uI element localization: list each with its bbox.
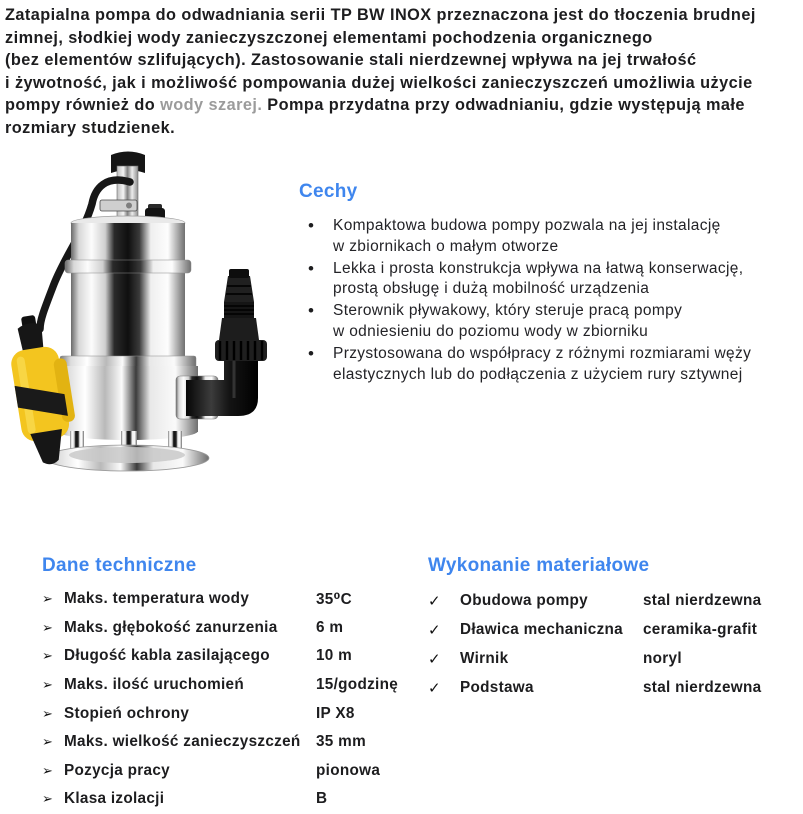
arrow-bullet-icon: ➢ (42, 734, 54, 750)
tech-label: Pozycja pracy (64, 761, 170, 779)
feature-text: w zbiornikach o małym otworze (333, 237, 559, 255)
feature-item (299, 344, 803, 386)
material-row (428, 587, 793, 616)
arrow-bullet-icon: ➢ (42, 762, 54, 778)
pump-illustration (0, 148, 270, 480)
arrow-bullet-icon: ➢ (42, 791, 54, 807)
tech-label: Stopień ochrony (64, 704, 190, 722)
tech-value: 15/godzinę (316, 676, 399, 694)
tech-value: pionowa (316, 761, 381, 779)
materials-rows (428, 587, 793, 702)
tech-row (42, 671, 407, 700)
cable-clamp (100, 200, 137, 211)
tech-row (42, 785, 407, 814)
checkmark-icon: ✓ (428, 679, 441, 697)
tech-label: Maks. ilość uruchomień (64, 676, 245, 694)
feature-text: Lekka i prosta konstrukcja wpływa na łatwą konserwację, (333, 259, 744, 277)
bullet-dot-icon: • (308, 216, 314, 235)
material-value: stal nierdzewna (643, 678, 762, 696)
feature-item (299, 259, 803, 301)
material-label: Dławica mechaniczna (460, 621, 623, 639)
feature-text: Kompaktowa budowa pompy pozwala na jej instalację (333, 217, 721, 234)
feature-item (299, 216, 803, 258)
feature-text: Przystosowana do współpracy z różnymi rozmiarami węży (333, 344, 752, 362)
arrow-bullet-icon: ➢ (42, 677, 54, 693)
material-value: noryl (643, 649, 682, 667)
bullet-dot-icon: • (308, 258, 314, 278)
arrow-bullet-icon: ➢ (42, 619, 54, 635)
features-list (299, 216, 803, 385)
tech-value: 35⁰C (316, 590, 352, 608)
motor-housing (65, 216, 191, 363)
materials-title: Wykonanie materiałowe (428, 555, 650, 576)
checkmark-icon: ✓ (428, 593, 441, 611)
tech-value: 35 mm (316, 733, 366, 751)
tech-label: Maks. temperatura wody (64, 590, 250, 608)
tech-row (42, 585, 407, 614)
intro-line: Zatapialna pompa do odwadniania serii TP BW INOX przeznaczona jest do tłoczenia brudnej (5, 6, 756, 24)
material-value: stal nierdzewna (643, 592, 762, 610)
tech-row (42, 699, 407, 728)
tech-row (42, 757, 407, 786)
tech-label: Długość kabla zasilającego (64, 647, 270, 665)
tech-value: 10 m (316, 647, 353, 665)
outlet-elbow (176, 269, 267, 419)
material-label: Podstawa (460, 678, 534, 696)
features-title: Cechy (299, 181, 358, 202)
features-section (299, 181, 803, 386)
intro-paragraph (5, 4, 800, 140)
material-label: Wirnik (460, 649, 509, 667)
bullet-dot-icon: • (308, 301, 314, 321)
feature-text: w odniesieniu do poziomu wody w zbiorniku (333, 322, 649, 340)
tech-label: Klasa izolacji (64, 790, 165, 808)
technical-data-rows (42, 585, 407, 814)
tech-row (42, 642, 407, 671)
material-row (428, 616, 793, 645)
intro-line (5, 94, 800, 117)
intro-line: zimnej, słodkiej wody zanieczyszczonej elementami pochodzenia organicznego (5, 28, 653, 47)
gray-water-highlight: wody szarej. (160, 96, 263, 115)
pump-product-image (0, 148, 270, 480)
material-label: Obudowa pompy (460, 592, 588, 610)
materials-section (428, 555, 793, 702)
intro-text: Pompa przydatna przy odwadnianiu, gdzie występują małe (262, 96, 745, 115)
tech-row (42, 614, 407, 643)
intro-line: (bez elementów szlifujących). Zastosowanie stali nierdzewnej wpływa na jej trwałość (5, 51, 697, 70)
tech-value: IP X8 (316, 704, 355, 722)
checkmark-icon: ✓ (428, 622, 441, 640)
arrow-bullet-icon: ➢ (42, 705, 54, 721)
feature-text: prostą obsługę i dużą mobilność urządzenia (333, 280, 650, 298)
arrow-bullet-icon: ➢ (42, 591, 54, 607)
feature-text: elastycznych lub do podłączenia z użyciem rury sztywnej (333, 365, 743, 383)
intro-line: rozmiary studzienek. (5, 118, 176, 137)
tech-label: Maks. wielkość zanieczyszczeń (64, 733, 301, 751)
material-row (428, 645, 793, 674)
technical-data-section (42, 555, 407, 814)
intro-text: pompy również do (5, 96, 161, 115)
feature-item (299, 301, 803, 343)
arrow-bullet-icon: ➢ (42, 648, 54, 664)
tech-value: 6 m (316, 618, 344, 636)
tech-row (42, 728, 407, 757)
technical-data-title: Dane techniczne (42, 555, 197, 576)
feature-text: Sterownik pływakowy, który steruje pracą pompy (333, 302, 683, 320)
intro-line: i żywotność, jak i możliwość pompowania dużej wielkości zanieczyszczeń umożliwia użycie (5, 73, 753, 92)
tech-label: Maks. głębokość zanurzenia (64, 618, 278, 636)
checkmark-icon: ✓ (428, 650, 441, 668)
material-row (428, 673, 793, 702)
material-value: ceramika-grafit (643, 621, 758, 639)
pump-base (45, 431, 209, 471)
bullet-dot-icon: • (308, 343, 314, 363)
tech-value: B (316, 790, 328, 808)
